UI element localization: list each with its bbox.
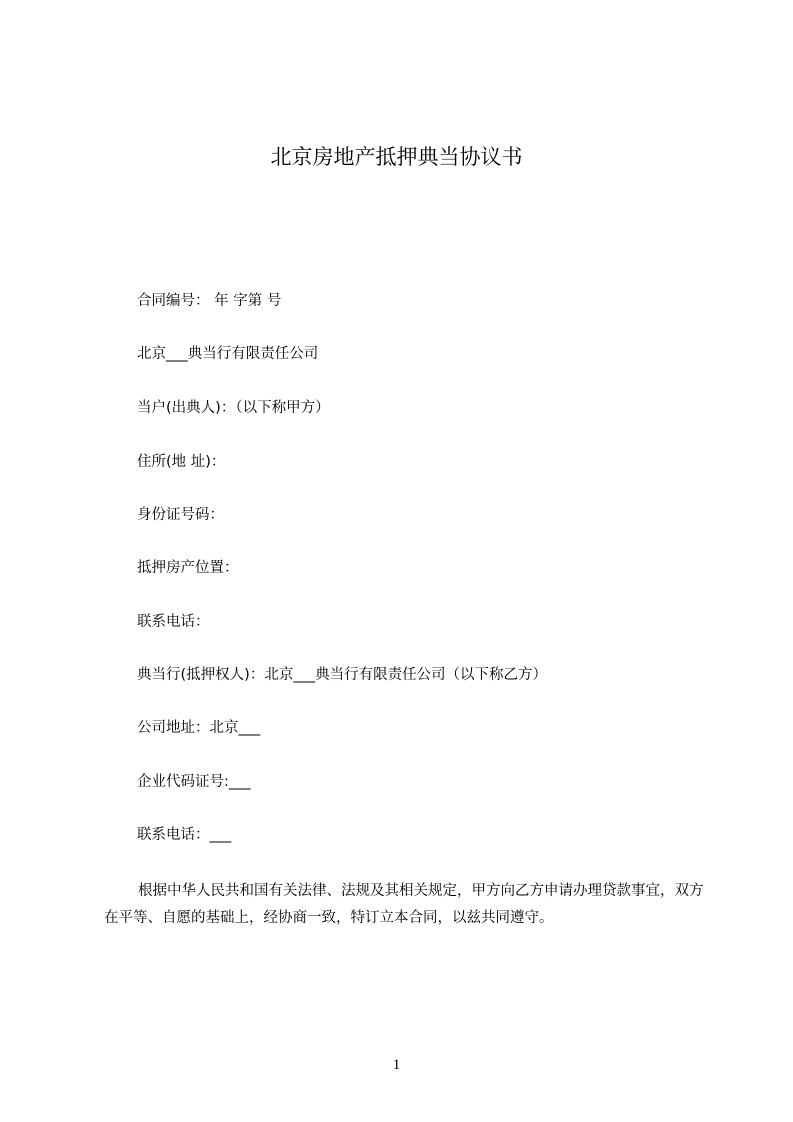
party-b-phone-line: 联系电话：___ xyxy=(137,827,232,843)
document-title: 北京房地产抵押典当协议书 xyxy=(270,145,523,169)
party-b-line: 典当行(抵押权人)：北京___典当行有限责任公司（以下称乙方） xyxy=(137,667,548,683)
preamble-paragraph: 根据中华人民共和国有关法律、法规及其相关规定，甲方向乙方申请办理贷款事宜，双方在平等、自愿的基础上，经协商一致，特订立本合同，以兹共同遵守。 xyxy=(104,883,704,926)
contract-number-line: 合同编号： 年 字第 号 xyxy=(137,293,282,309)
property-location-line: 抵押房产位置： xyxy=(137,560,239,576)
id-number-line: 身份证号码： xyxy=(137,507,224,523)
page-number: 1 xyxy=(392,1057,401,1073)
party-a-phone-line: 联系电话： xyxy=(137,614,210,630)
party-a-line: 当户(出典人)：（以下称甲方） xyxy=(137,400,330,416)
pawnshop-name-line: 北京___典当行有限责任公司 xyxy=(137,346,319,362)
party-a-address-line: 住所(地 址)： xyxy=(137,454,226,470)
enterprise-code-line: 企业代码证号:___ xyxy=(137,774,251,790)
company-address-line: 公司地址：北京___ xyxy=(137,720,261,736)
